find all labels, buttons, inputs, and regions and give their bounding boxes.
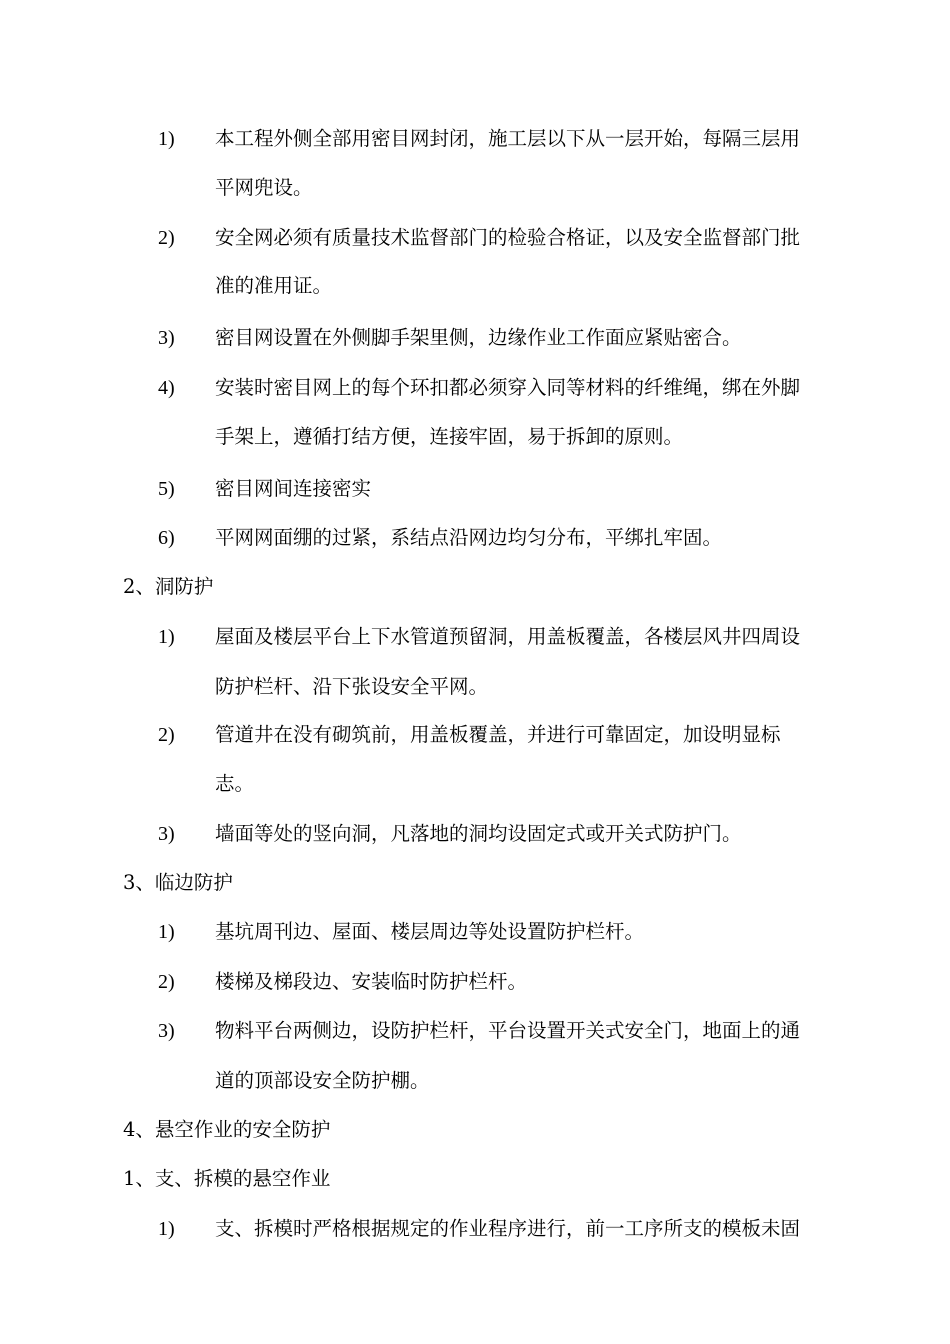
list-item-text: 支、拆模时严格根据规定的作业程序进行，前一工序所支的模板未固 [215,1217,801,1240]
list-item-text: 道的顶部设安全防护棚。 [215,1069,430,1092]
list-item-text: 基坑周刊边、屋面、楼层周边等处设置防护栏杆。 [215,920,645,943]
list-item-text: 密目网设置在外侧脚手架里侧，边缘作业工作面应紧贴密合。 [215,326,742,349]
list-item-text: 屋面及楼层平台上下水管道预留洞，用盖板覆盖，各楼层风井四周设 [215,625,801,648]
list-number: 1) [158,128,175,150]
list-item-text: 墙面等处的竖向洞，凡落地的洞均设固定式或开关式防护门。 [215,822,742,845]
subsection-heading: 1、支、拆模的悬空作业 [123,1167,331,1190]
list-item-text: 楼梯及梯段边、安装临时防护栏杆。 [215,970,528,993]
list-number: 2) [158,227,175,249]
list-number: 5) [158,478,175,500]
list-number: 4) [158,377,175,399]
list-item-text: 密目网间连接密实 [215,477,372,500]
list-item-text: 手架上，遵循打结方便，连接牢固，易于拆卸的原则。 [215,425,684,448]
list-number: 3) [158,823,175,845]
list-item-text: 管道井在没有砌筑前，用盖板覆盖，并进行可靠固定，加设明显标 [215,723,781,746]
list-item-text: 安装时密目网上的每个环扣都必须穿入同等材料的纤维绳，绑在外脚 [215,376,801,399]
list-item-text: 安全网必须有质量技术监督部门的检验合格证，以及安全监督部门批 [215,226,801,249]
list-item-text: 平网网面绷的过紧，系结点沿网边均匀分布，平绑扎牢固。 [215,526,723,549]
list-number: 6) [158,527,175,549]
list-item-text: 准的准用证。 [215,274,333,297]
list-item-text: 志。 [215,772,255,795]
section-heading: 2、洞防护 [123,575,214,598]
list-item-text: 平网兜设。 [215,176,313,199]
list-number: 3) [158,1020,175,1042]
list-number: 3) [158,327,175,349]
list-item-text: 物料平台两侧边，设防护栏杆，平台设置开关式安全门，地面上的通 [215,1019,801,1042]
list-number: 2) [158,971,175,993]
list-item-text: 本工程外侧全部用密目网封闭，施工层以下从一层开始，每隔三层用 [215,127,801,150]
list-number: 1) [158,626,175,648]
list-number: 2) [158,724,175,746]
section-heading: 3、临边防护 [123,871,233,894]
list-number: 1) [158,1218,175,1240]
section-heading: 4、悬空作业的安全防护 [123,1118,331,1141]
list-number: 1) [158,921,175,943]
list-item-text: 防护栏杆、沿下张设安全平网。 [215,675,489,698]
